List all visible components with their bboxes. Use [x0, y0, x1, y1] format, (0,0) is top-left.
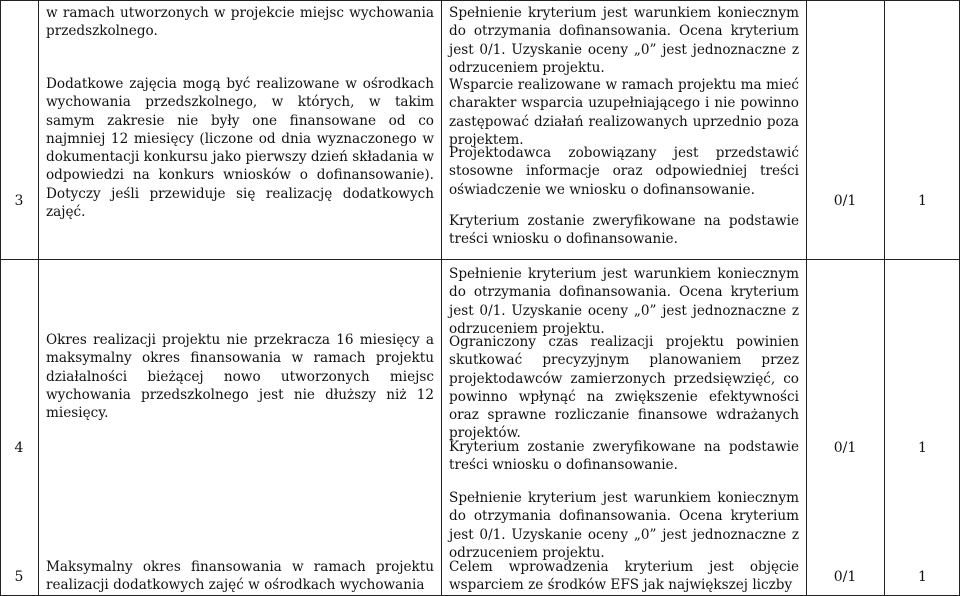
row-number: 3 [14, 193, 24, 209]
criterion-text: Projektodawca zobowiązany jest przedstawić stosowne informacje oraz odpowiedniej treści oświadczenie we wniosku o dofinansowanie. [449, 145, 799, 198]
column-divider [884, 0, 885, 596]
weight-value: 1 [918, 569, 927, 585]
weight-value: 1 [918, 193, 927, 209]
column-divider [441, 0, 442, 596]
criterion-text: Spełnienie kryterium jest warunkiem koniecznym do otrzymania dofinansowania. Ocena kryterium jest 0/1. Uzyskanie oceny „0” jest jednoznaczne z odrzuceniem projektu. [449, 5, 799, 76]
criterion-text: Kryterium zostanie zweryfikowane na podstawie treści wniosku o dofinansowanie. [449, 439, 799, 474]
row-description-text: Okres realizacji projektu nie przekracza 16 miesięcy a maksymalny okres finansowania w ramach projektu działalności bieżącej nowo utworzonych miejsc wychowania przedszkolnego jest nie dłuższy niż 12 miesięcy. [46, 332, 434, 422]
score-value: 0/1 [833, 440, 857, 456]
column-divider [0, 0, 1, 596]
column-divider [806, 0, 807, 596]
row-divider [0, 0, 960, 1]
criterion-text: Spełnienie kryterium jest warunkiem koniecznym do otrzymania dofinansowania. Ocena kryterium jest 0/1. Uzyskanie oceny „0” jest jednoznaczne z odrzuceniem projektu. [449, 490, 799, 561]
criterion-text: Spełnienie kryterium jest warunkiem koniecznym do otrzymania dofinansowania. Ocena kryterium jest 0/1. Uzyskanie oceny „0” jest jednoznaczne z odrzuceniem projektu. [449, 266, 799, 337]
criterion-text: Ograniczony czas realizacji projektu powinien skutkować precyzyjnym planowaniem przez projektodawców zamierzonych przedsięwzięć, co powinno wpłynąć na zwiększenie efektywności oraz sprawne rozliczanie finansowe wdrażanych projektów. [449, 334, 799, 442]
column-divider [38, 0, 39, 596]
score-value: 0/1 [833, 569, 857, 585]
row-description-text: Dodatkowe zajęcia mogą być realizowane w ośrodkach wychowania przedszkolnego, w których, w takim samym zakresie nie były one finansowane od co najmniej 12 miesięcy (liczone od dnia wyznaczonego w dokumentacji konkursu jako pierwszy dzień składania w odpowiedzi na konkurs wniosków o dofinansowanie). Dotyczy jeśli przewiduje się realizację dodatkowych zajęć. [46, 76, 434, 221]
row-description-text: Maksymalny okres finansowania w ramach projektu realizacji dodatkowych zajęć w ośrodkach wychowania [46, 559, 434, 594]
criterion-text: Wsparcie realizowane w ramach projektu ma mieć charakter wsparcia uzupełniającego i nie powinno zastępować działań realizowanych uprzednio poza projektem. [449, 77, 799, 148]
row-description-text: w ramach utworzonych w projekcie miejsc wychowania przedszkolnego. [46, 5, 434, 40]
row-number: 5 [14, 569, 24, 585]
weight-value: 1 [918, 440, 927, 456]
criterion-text: Kryterium zostanie zweryfikowane na podstawie treści wniosku o dofinansowanie. [449, 213, 799, 248]
row-divider [0, 259, 960, 260]
score-value: 0/1 [833, 193, 857, 209]
criterion-text: Celem wprowadzenia kryterium jest objęcie wsparciem ze środków EFS jak największej liczby [449, 559, 799, 594]
row-number: 4 [14, 440, 24, 456]
